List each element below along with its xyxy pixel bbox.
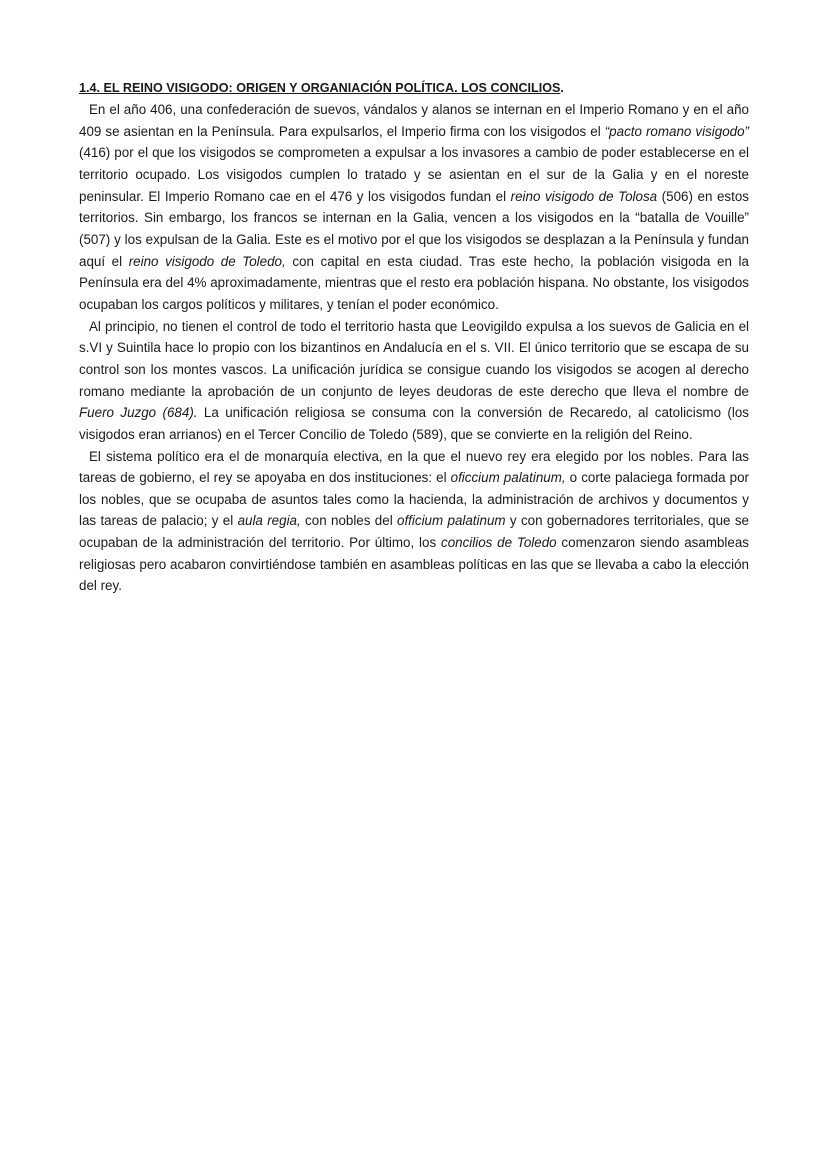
italic-text-run: Fuero Juzgo (684). — [79, 405, 198, 421]
text-run: y con gobernadores territoriales, que se ocupaban de la administración del territorio. Por último, los — [79, 513, 749, 551]
text-run: El sistema político era el de monarquía electiva, en la que el nuevo rey era elegido por los nobles. Para las tareas de gobierno, el rey se apoyaba en dos instituciones: el — [79, 448, 749, 486]
section-title-text: 1.4. EL REINO VISIGODO: ORIGEN Y ORGANIACIÓN POLÍTICA. LOS CONCILIOS — [79, 81, 561, 95]
italic-text-run: aula regia, — [237, 513, 301, 529]
italic-text-run: oficcium palatinum, — [450, 470, 566, 486]
text-run: En el año 406, una confederación de suevos, vándalos y alanos se internan en el Imperio Romano y en el año 409 se asientan en la Península. Para expulsarlos, el Imperio firma con los visigodos el — [79, 102, 749, 139]
italic-text-run: reino visigodo de Toledo, — [128, 253, 286, 269]
section-title — [79, 78, 749, 99]
text-run: Al principio, no tienen el control de todo el territorio hasta que Leovigildo expulsa a los suevos de Galicia en el s.VI y Suintila hace lo propio con los bizantinos en Andalucía en el s. VII. El único territorio que se escapa de su control son los montes vascos. La unificación jurídica se consigue cuando los visigodos se acogen al derecho romano mediante la aprobación de un conjunto de leyes deudoras de este derecho que lleva el nombre de — [79, 318, 749, 399]
text-run: con nobles del — [300, 513, 398, 529]
section-title-period: . — [560, 81, 564, 95]
text-run: o corte palaciega formada por los nobles, que se ocupaba de asuntos tales como la hacienda, la administración de archivos y documentos y las tareas de palacio; y el — [79, 470, 749, 529]
text-run: (506) en estos territorios. Sin embargo, los francos se internan en la Galia, vencen a los visigodos en la “batalla de Vouille” (507) y los expulsan de la Galia. Este es el motivo por el que los visigodos se desplazan a la Península y fundan aquí el — [79, 188, 749, 269]
paragraph — [79, 446, 749, 598]
italic-text-run: “pacto romano visigodo” — [604, 123, 749, 139]
paragraph — [79, 99, 749, 316]
body-text — [79, 99, 749, 597]
text-run: La unificación religiosa se consuma con la conversión de Recaredo, al catolicismo (los visigodos eran arrianos) en el Tercer Concilio de Toledo (589), que se convierte en la religión del Reino. — [79, 405, 749, 442]
italic-text-run: officium palatinum — [397, 513, 506, 529]
document-page — [79, 78, 749, 597]
text-run: (416) por el que los visigodos se comprometen a expulsar a los invasores a cambio de poder establecerse en el territorio ocupado. Los visigodos cumplen lo tratado y se asientan en el sur de la Galia y en el noreste peninsular. El Imperio Romano cae en el 476 y los visigodos fundan el — [79, 145, 749, 204]
paragraph — [79, 316, 749, 446]
text-run: comenzaron siendo asambleas religiosas pero acabaron convirtiéndose también en asambleas políticas en las que se llevaba a cabo la elección del rey. — [79, 535, 749, 594]
italic-text-run: reino visigodo de Tolosa — [510, 188, 658, 204]
text-run: con capital en esta ciudad. Tras este hecho, la población visigoda en la Península era del 4% aproximadamente, mientras que el resto era población hispana. No obstante, los visigodos ocupaban los cargos políticos y militares, y tenían el poder económico. — [79, 253, 749, 312]
italic-text-run: concilios de Toledo — [441, 535, 557, 551]
